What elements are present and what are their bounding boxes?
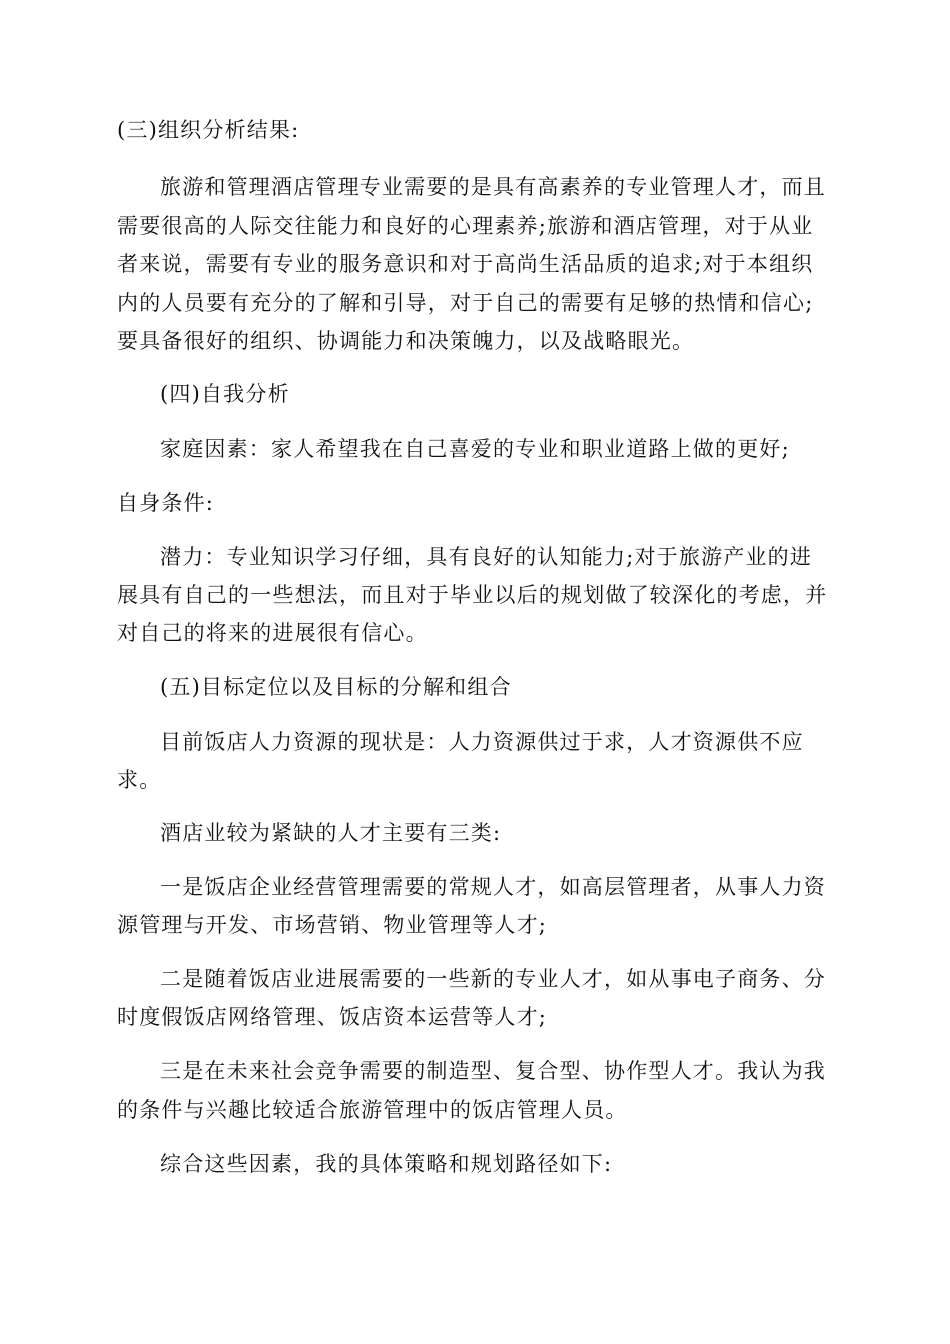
paragraph-line: 展具有自己的一些想法，而且对于毕业以后的规划做了较深化的考虑，并 bbox=[117, 583, 828, 607]
paragraph-line: 源管理与开发、市场营销、物业管理等人才; bbox=[117, 913, 548, 937]
paragraph-line: 对自己的将来的进展很有信心。 bbox=[117, 621, 428, 645]
paragraph-line-self-conditions: 自身条件: bbox=[117, 491, 215, 515]
paragraph-line: 时度假饭店网络管理、饭店资本运营等人才; bbox=[117, 1005, 548, 1029]
section-heading-organization-analysis: (三)组织分析结果: bbox=[117, 118, 300, 142]
paragraph-line: 者来说，需要有专业的服务意识和对于高尚生活品质的追求;对于本组织 bbox=[117, 252, 814, 276]
paragraph-line: 潜力：专业知识学习仔细，具有良好的认知能力;对于旅游产业的进 bbox=[160, 545, 813, 569]
paragraph-line-conclusion: 综合这些因素，我的具体策略和规划路径如下: bbox=[160, 1152, 613, 1176]
paragraph-line: 要具备很好的组织、协调能力和决策魄力，以及战略眼光。 bbox=[117, 329, 695, 353]
paragraph-line: 三是在未来社会竞争需要的制造型、复合型、协作型人才。我认为我 bbox=[160, 1059, 826, 1083]
paragraph-line: 的条件与兴趣比较适合旅游管理中的饭店管理人员。 bbox=[117, 1098, 628, 1122]
paragraph-line: 一是饭店企业经营管理需要的常规人才，如高层管理者，从事人力资 bbox=[160, 875, 826, 899]
section-heading-self-analysis: (四)自我分析 bbox=[160, 382, 290, 406]
section-heading-goal-positioning: (五)目标定位以及目标的分解和组合 bbox=[160, 675, 512, 699]
paragraph-line-family-factors: 家庭因素：家人希望我在自己喜爱的专业和职业道路上做的更好; bbox=[160, 437, 790, 461]
paragraph-line: 求。 bbox=[117, 768, 162, 792]
paragraph-line: 酒店业较为紧缺的人才主要有三类: bbox=[160, 821, 502, 845]
paragraph-line: 旅游和管理酒店管理专业需要的是具有高素养的专业管理人才，而且 bbox=[160, 175, 826, 199]
paragraph-line: 需要很高的人际交往能力和良好的心理素养;旅游和酒店管理，对于从业 bbox=[117, 214, 814, 238]
paragraph-line: 目前饭店人力资源的现状是：人力资源供过于求，人才资源供不应 bbox=[160, 730, 804, 754]
paragraph-line: 二是随着饭店业进展需要的一些新的专业人才，如从事电子商务、分 bbox=[160, 967, 826, 991]
paragraph-line: 内的人员要有充分的了解和引导，对于自己的需要有足够的热情和信心; bbox=[117, 291, 814, 315]
